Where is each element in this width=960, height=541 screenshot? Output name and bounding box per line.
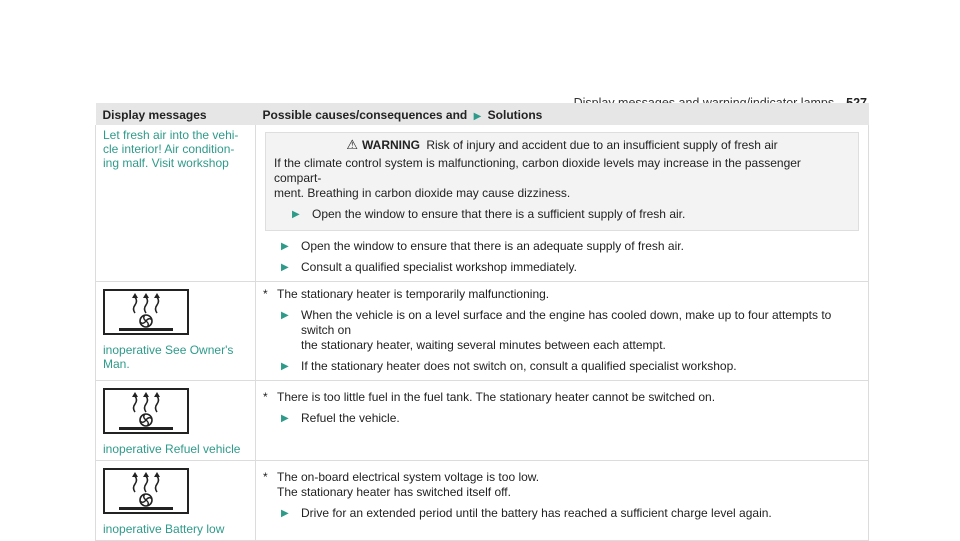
warning-title-text: Risk of injury and accident due to an insufficient supply of fresh air (426, 138, 778, 152)
table-row (96, 461, 869, 541)
table-row (96, 125, 869, 282)
stationary-heater-icon (103, 388, 189, 434)
cause-text: There is too little fuel in the fuel tank. The stationary heater cannot be switched on. (277, 390, 716, 404)
step-item (281, 308, 861, 353)
step-text: Refuel the vehicle. (301, 411, 400, 425)
message-cell (96, 381, 256, 461)
col-header-causes-solutions (256, 103, 869, 125)
arrow-right-icon: ▶ (473, 111, 482, 122)
arrow-right-icon: ▶ (281, 361, 289, 372)
message-text: inoperative Refuel vehicle (103, 442, 241, 456)
arrow-right-icon: ▶ (281, 310, 289, 321)
message-cell (96, 282, 256, 381)
col-header-causes: Possible causes/consequences and (262, 108, 468, 122)
warning-box (265, 132, 859, 231)
warning-title (274, 137, 850, 153)
message-text: inoperative Battery low (103, 522, 225, 536)
arrow-right-icon: ▶ (281, 241, 289, 252)
col-header-display-messages: Display messages (96, 103, 256, 125)
arrow-right-icon: ▶ (281, 413, 289, 424)
display-messages-table (95, 103, 869, 541)
arrow-right-icon: ▶ (292, 209, 300, 220)
step-text: Drive for an extended period until the battery has reached a sufficient charge level again. (301, 506, 772, 520)
solutions-cell (256, 381, 869, 461)
step-text: When the vehicle is on a level surface and the engine has cooled down, make up to four attempts to switch on the stationary heater, waiting several minutes between each attempt. (301, 308, 832, 352)
solutions-cell (256, 125, 869, 282)
message-cell (96, 125, 256, 282)
table-header-row (96, 103, 869, 125)
step-item (281, 411, 861, 426)
step-text: Consult a qualified specialist workshop immediately. (301, 260, 577, 274)
stationary-heater-icon (103, 289, 189, 335)
table-row (96, 282, 869, 381)
warning-step (292, 207, 850, 222)
cause-text: The stationary heater is temporarily malfunctioning. (277, 287, 550, 301)
cause-text: The on-board electrical system voltage is too low. (277, 470, 540, 484)
step-text: Open the window to ensure that there is an adequate supply of fresh air. (301, 239, 684, 253)
cause-item (263, 287, 861, 302)
step-text: If the stationary heater does not switch on, consult a qualified specialist workshop. (301, 359, 737, 373)
warning-label: WARNING (362, 138, 420, 152)
step-item (281, 506, 861, 521)
cause-item (263, 390, 861, 405)
cause-text-2: The stationary heater has switched itself off. (277, 485, 511, 499)
arrow-right-icon: ▶ (281, 508, 289, 519)
step-item (281, 239, 861, 254)
asterisk-icon: * (263, 287, 268, 301)
step-item (281, 359, 861, 374)
message-text: inoperative See Owner's Man. (103, 343, 234, 371)
cause-item (263, 470, 861, 485)
step-item (281, 260, 861, 275)
arrow-right-icon: ▶ (281, 262, 289, 273)
stationary-heater-icon (103, 468, 189, 514)
message-cell (96, 461, 256, 541)
solutions-cell (256, 461, 869, 541)
col-header-solutions: Solutions (487, 108, 543, 122)
warning-body: If the climate control system is malfunctioning, carbon dioxide levels may increase in the passenger compart- ment. Breathing in carbon dioxide may cause dizziness. (274, 156, 801, 200)
message-text: Let fresh air into the vehi- cle interior! Air condition- ing malf. Visit workshop (103, 128, 239, 170)
asterisk-icon: * (263, 470, 268, 484)
table-row (96, 381, 869, 461)
solutions-cell (256, 282, 869, 381)
warning-triangle-icon: ⚠ (346, 137, 358, 152)
step-text: Open the window to ensure that there is a sufficient supply of fresh air. (312, 207, 686, 221)
asterisk-icon: * (263, 390, 268, 404)
